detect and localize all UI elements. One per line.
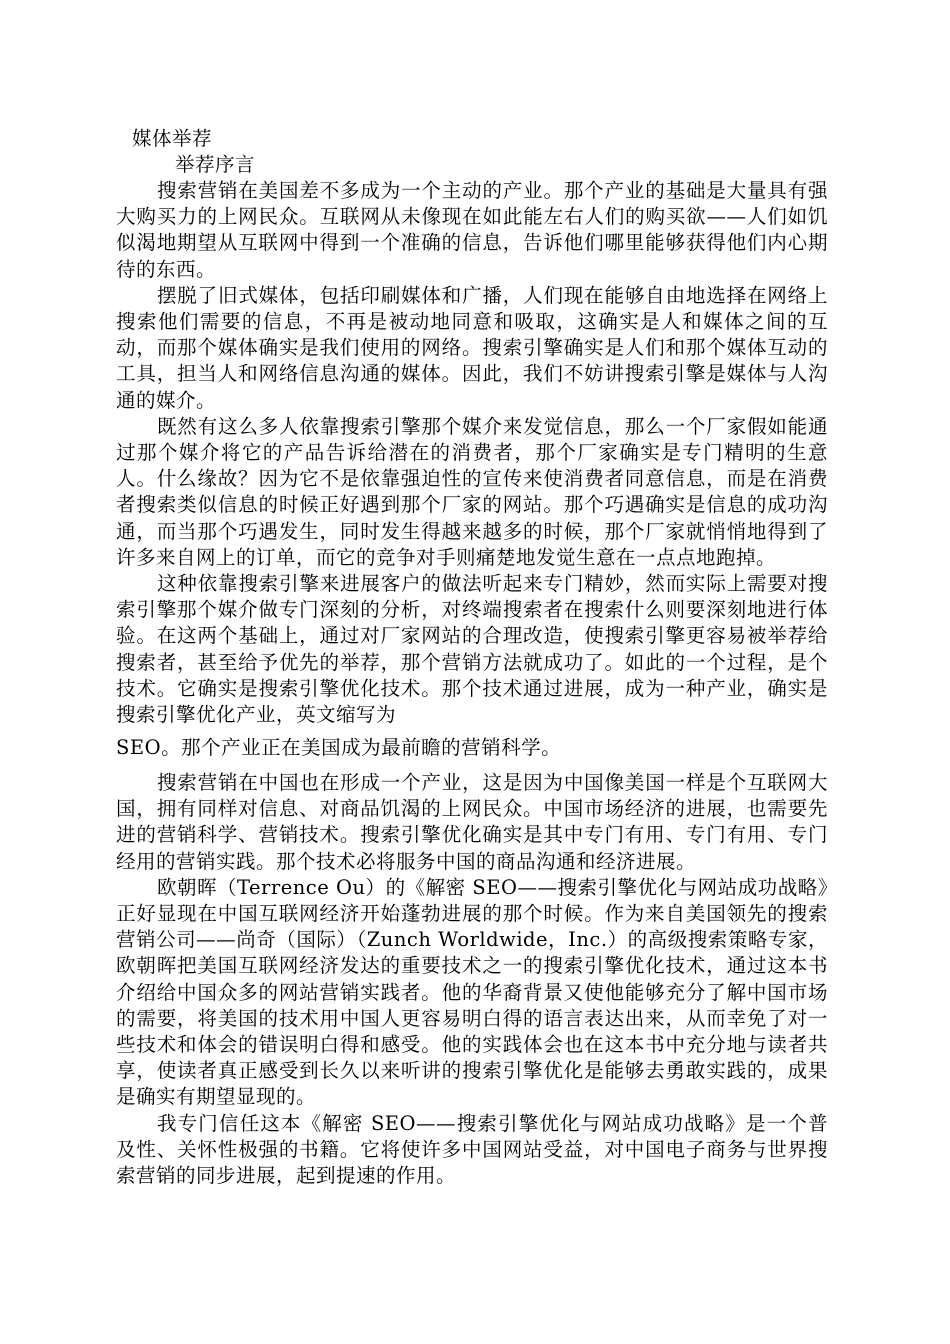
paragraph: 搜索营销在美国差不多成为一个主动的产业。那个产业的基础是大量具有强大购买力的上网民众。互联网从未像现在如此能左右人们的购买欲——人们如饥似渴地期望从互联网中得到一个准确的信息，告诉他们哪里能够获得他们内心期待的东西。 — [116, 179, 828, 281]
paragraph: 摆脱了旧式媒体，包括印刷媒体和广播，人们现在能够自由地选择在网络上搜索他们需要的信息，不再是被动地同意和吸取，这确实是人和媒体之间的互动，而那个媒体确实是我们使用的网络。搜索引擎确实是人们和那个媒体互动的工具，担当人和网络信息沟通的媒体。因此，我们不妨讲搜索引擎是媒体与人沟通的媒介。 — [116, 283, 828, 412]
document-body-continued-2 — [116, 770, 828, 1189]
paragraph: SEO。那个产业正在美国成为最前瞻的营销科学。 — [116, 736, 562, 759]
paragraph: 既然有这么多人依靠搜索引擎那个媒介来发觉信息，那么一个厂家假如能通过那个媒介将它的产品告诉给潜在的消费者，那个厂家确实是专门精明的生意人。什么缘故？因为它不是依靠强迫性的宣传来使消费者同意信息，而是在消费者搜索类似信息的时候正好遇到那个厂家的网站。那个巧遇确实是信息的成功沟通，而当那个巧遇发生，同时发生得越来越多的时候，那个厂家就悄悄地得到了许多来自网上的订单，而它的竞争对手则痛楚地发觉生意在一点点地跑掉。 — [116, 414, 828, 569]
document-subtitle: 举荐序言 — [175, 153, 256, 176]
paragraph: 搜索营销在中国也在形成一个产业，这是因为中国像美国一样是个互联网大国，拥有同样对信息、对商品饥渴的上网民众。中国市场经济的进展，也需要先进的营销科学、营销技术。搜索引擎优化确实是其中专门有用、专门有用、专门经用的营销实践。那个技术必将服务中国的商品沟通和经济进展。 — [116, 771, 828, 873]
paragraph: 这种依靠搜索引擎来进展客户的做法听起来专门精妙，然而实际上需要对搜索引擎那个媒介做专门深刻的分析，对终端搜索者在搜索什么则要深刻地进行体验。在这两个基础上，通过对厂家网站的合理改造，使搜索引擎更容易被举荐给搜索者，甚至给予优先的举荐，那个营销方法就成功了。如此的一个过程，是个技术。它确实是搜索引擎优化技术。那个技术通过进展，成为一种产业，确实是搜索引擎优化产业，英文缩写为 — [116, 572, 828, 727]
paragraph: 欧朝晖（Terrence Ou）的《解密 SEO——搜索引擎优化与网站成功战略》正好显现在中国互联网经济开始蓬勃进展的那个时候。作为来自美国领先的搜索营销公司——尚奇（国际）（Zunch Worldwide，Inc.）的高级搜索策略专家，欧朝晖把美国互联网经济发达的重要技术之一的搜索引擎优化技术，通过这本书介绍给中国众多的网站营销实践者。他的华裔背景又使他能够充分了解中国市场的需要，将美国的技术用中国人更容易明白得的语言表达出来，从而幸免了对一些技术和体会的错误明白得和感受。他的实践体会也在这本书中充分地与读者共享，使读者真正感受到长久以来听讲的搜索引擎优化是能够去勇敢实践的，成果是确实有期望显现的。 — [116, 875, 828, 1109]
document-body-continued — [116, 735, 828, 761]
document-body — [116, 178, 828, 728]
document-title: 媒体举荐 — [132, 127, 213, 150]
paragraph: 我专门信任这本《解密 SEO——搜索引擎优化与网站成功战略》是一个普及性、关怀性极强的书籍。它将使许多中国网站受益，对中国电子商务与世界搜索营销的同步进展，起到提速的作用。 — [116, 1111, 828, 1188]
